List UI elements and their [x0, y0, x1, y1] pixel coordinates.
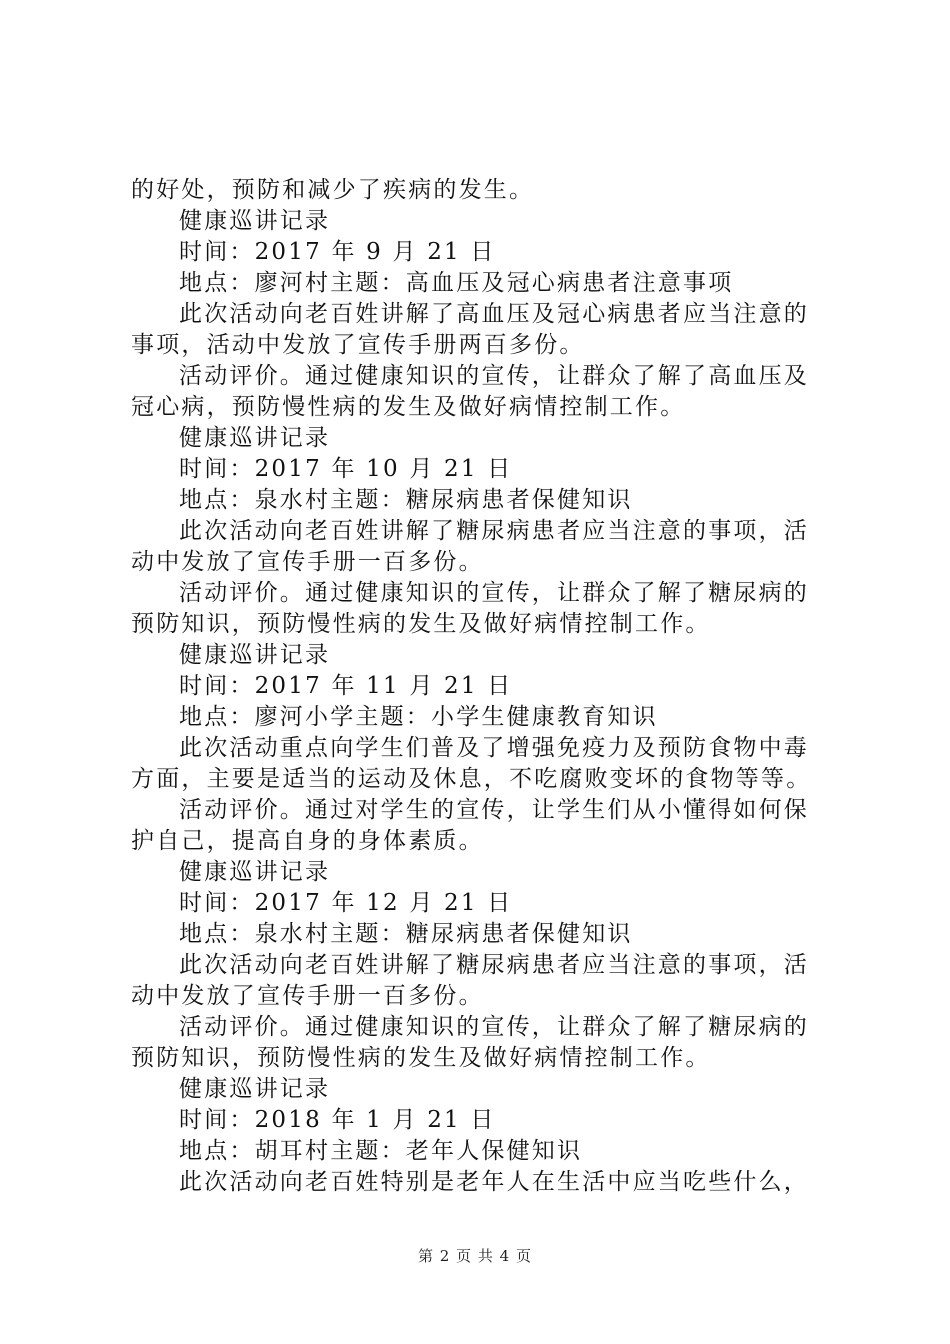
- text-line: 时间：2017 年 11 月 21 日: [179, 673, 513, 699]
- text-line: 地点：廖河村主题：高血压及冠心病患者注意事项: [179, 270, 734, 296]
- text-line: 护自己，提高自身的身体素质。: [131, 828, 484, 854]
- text-line: 此次活动重点向学生们普及了增强免疫力及预防食物中毒: [179, 735, 809, 761]
- text-line: 健康巡讲记录: [179, 642, 331, 668]
- text-line: 健康巡讲记录: [179, 208, 331, 234]
- text-line: 此次活动向老百姓特别是老年人在生活中应当吃些什么，: [179, 1169, 809, 1195]
- text-line: 活动评价。通过健康知识的宣传，让群众了解了糖尿病的: [179, 1014, 809, 1040]
- text-line: 预防知识，预防慢性病的发生及做好病情控制工作。: [131, 1045, 711, 1071]
- text-line: 时间：2017 年 10 月 21 日: [179, 456, 513, 482]
- text-line: 活动评价。通过健康知识的宣传，让群众了解了糖尿病的: [179, 580, 809, 606]
- text-line: 健康巡讲记录: [179, 425, 331, 451]
- text-line: 动中发放了宣传手册一百多份。: [131, 549, 484, 575]
- text-line: 事项，活动中发放了宣传手册两百多份。: [131, 332, 585, 358]
- text-line: 活动评价。通过健康知识的宣传，让群众了解了高血压及: [179, 363, 809, 389]
- text-line: 活动评价。通过对学生的宣传，让学生们从小懂得如何保: [179, 797, 809, 823]
- text-line: 健康巡讲记录: [179, 859, 331, 885]
- text-line: 此次活动向老百姓讲解了高血压及冠心病患者应当注意的: [179, 301, 809, 327]
- text-line: 动中发放了宣传手册一百多份。: [131, 983, 484, 1009]
- text-line: 地点：泉水村主题：糖尿病患者保健知识: [179, 487, 633, 513]
- text-line: 时间：2018 年 1 月 21 日: [179, 1107, 496, 1133]
- page-footer: 第 2 页 共 4 页: [418, 1247, 532, 1265]
- text-line: 地点：胡耳村主题：老年人保健知识: [179, 1138, 583, 1164]
- text-line: 地点：泉水村主题：糖尿病患者保健知识: [179, 921, 633, 947]
- text-line: 此次活动向老百姓讲解了糖尿病患者应当注意的事项，活: [179, 952, 809, 978]
- text-line: 此次活动向老百姓讲解了糖尿病患者应当注意的事项，活: [179, 518, 809, 544]
- text-line: 的好处，预防和减少了疾病的发生。: [131, 177, 535, 203]
- text-line: 方面，主要是适当的运动及休息，不吃腐败变坏的食物等等。: [131, 766, 812, 792]
- text-line: 预防知识，预防慢性病的发生及做好病情控制工作。: [131, 611, 711, 637]
- text-line: 健康巡讲记录: [179, 1076, 331, 1102]
- text-line: 时间：2017 年 12 月 21 日: [179, 890, 513, 916]
- text-line: 时间：2017 年 9 月 21 日: [179, 239, 496, 265]
- text-line: 冠心病，预防慢性病的发生及做好病情控制工作。: [131, 394, 686, 420]
- text-line: 地点：廖河小学主题：小学生健康教育知识: [179, 704, 658, 730]
- document-body: [131, 175, 836, 1198]
